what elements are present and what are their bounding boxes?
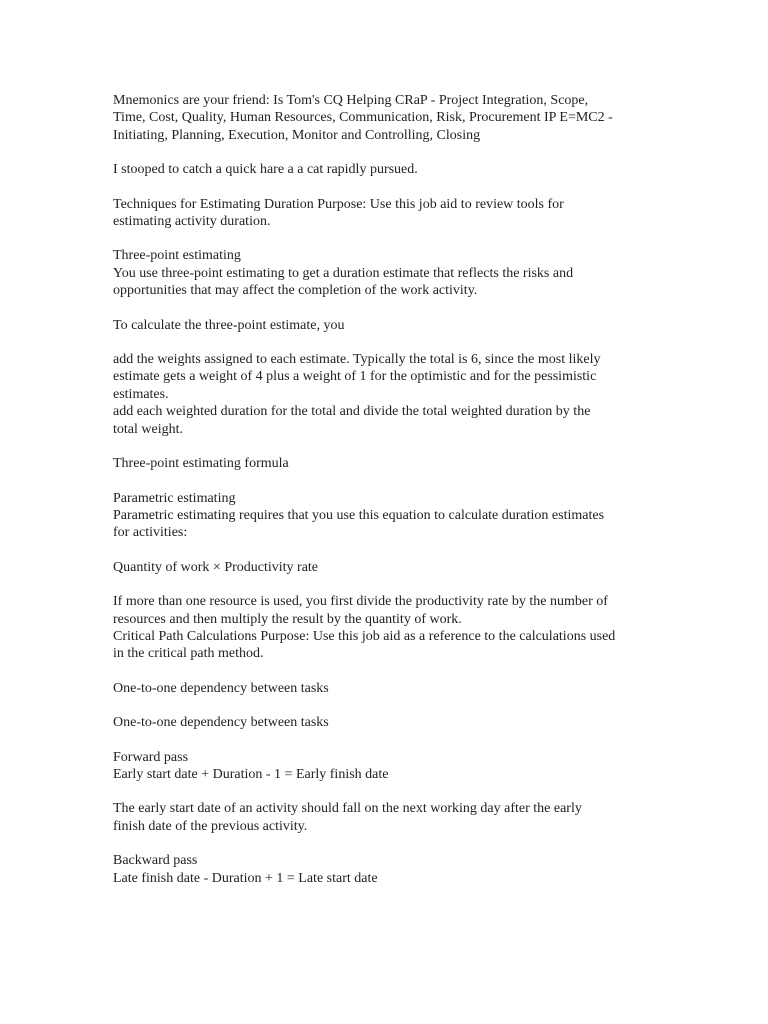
text-line: To calculate the three-point estimate, you	[113, 317, 345, 333]
text-line: total weight.	[113, 421, 183, 437]
text-line: You use three-point estimating to get a duration estimate that reflects the risks and	[113, 265, 574, 281]
paragraph-three-point-formula	[113, 455, 633, 472]
text-line: resources and then multiply the result by the quantity of work.	[113, 611, 462, 627]
paragraph-dependency-1	[113, 680, 633, 697]
paragraph-resources-critical-path	[113, 593, 633, 663]
paragraph-dependency-2	[113, 714, 633, 731]
text-line: Parametric estimating requires that you use this equation to calculate duration estimates	[113, 507, 605, 523]
paragraph-techniques-estimating-duration	[113, 196, 633, 231]
text-line: If more than one resource is used, you first divide the productivity rate by the number of	[113, 594, 608, 610]
text-line: Critical Path Calculations Purpose: Use this job aid as a reference to the calculations used	[113, 628, 616, 644]
text-line: for activities:	[113, 525, 188, 541]
text-line: The early start date of an activity should fall on the next working day after the early	[113, 801, 582, 817]
text-line: estimates.	[113, 386, 169, 402]
paragraph-three-point-estimating	[113, 247, 633, 299]
text-line: in the critical path method.	[113, 646, 264, 662]
section-heading: Backward pass	[113, 853, 198, 869]
paragraph-calculate-intro	[113, 317, 633, 334]
paragraph-forward-pass	[113, 749, 633, 784]
paragraph-mnemonics	[113, 92, 633, 144]
section-heading: Parametric estimating	[113, 490, 236, 506]
text-line: Time, Cost, Quality, Human Resources, Communication, Risk, Procurement IP E=MC2 -	[113, 110, 613, 126]
section-heading: Three-point estimating	[113, 248, 241, 264]
text-line: finish date of the previous activity.	[113, 818, 308, 834]
text-line: Techniques for Estimating Duration Purpose: Use this job aid to review tools for	[113, 196, 564, 212]
equation-line: Early start date + Duration - 1 = Early finish date	[113, 766, 389, 782]
text-line: add the weights assigned to each estimate. Typically the total is 6, since the most likely	[113, 352, 601, 368]
text-line: I stooped to catch a quick hare a a cat rapidly pursued.	[113, 162, 418, 178]
paragraph-mnemonic-sentence	[113, 161, 633, 178]
section-heading: Forward pass	[113, 749, 189, 765]
section-heading: One-to-one dependency between tasks	[113, 715, 329, 731]
text-line: opportunities that may affect the completion of the work activity.	[113, 283, 478, 299]
paragraph-parametric-estimating	[113, 490, 633, 542]
document-body	[113, 92, 633, 887]
text-line: estimating activity duration.	[113, 214, 271, 230]
paragraph-backward-pass	[113, 852, 633, 887]
paragraph-calculate-steps	[113, 351, 633, 438]
text-line: add each weighted duration for the total and divide the total weighted duration by the	[113, 404, 591, 420]
equation-line: Quantity of work × Productivity rate	[113, 559, 319, 575]
text-line: estimate gets a weight of 4 plus a weight of 1 for the optimistic and for the pessimistic	[113, 369, 597, 385]
section-heading: Three-point estimating formula	[113, 456, 289, 472]
section-heading: One-to-one dependency between tasks	[113, 680, 329, 696]
paragraph-early-start-note	[113, 800, 633, 835]
paragraph-parametric-equation	[113, 559, 633, 576]
equation-line: Late finish date - Duration + 1 = Late start date	[113, 870, 378, 886]
text-line: Mnemonics are your friend: Is Tom's CQ Helping CRaP - Project Integration, Scope,	[113, 93, 589, 108]
text-line: Initiating, Planning, Execution, Monitor and Controlling, Closing	[113, 127, 481, 143]
